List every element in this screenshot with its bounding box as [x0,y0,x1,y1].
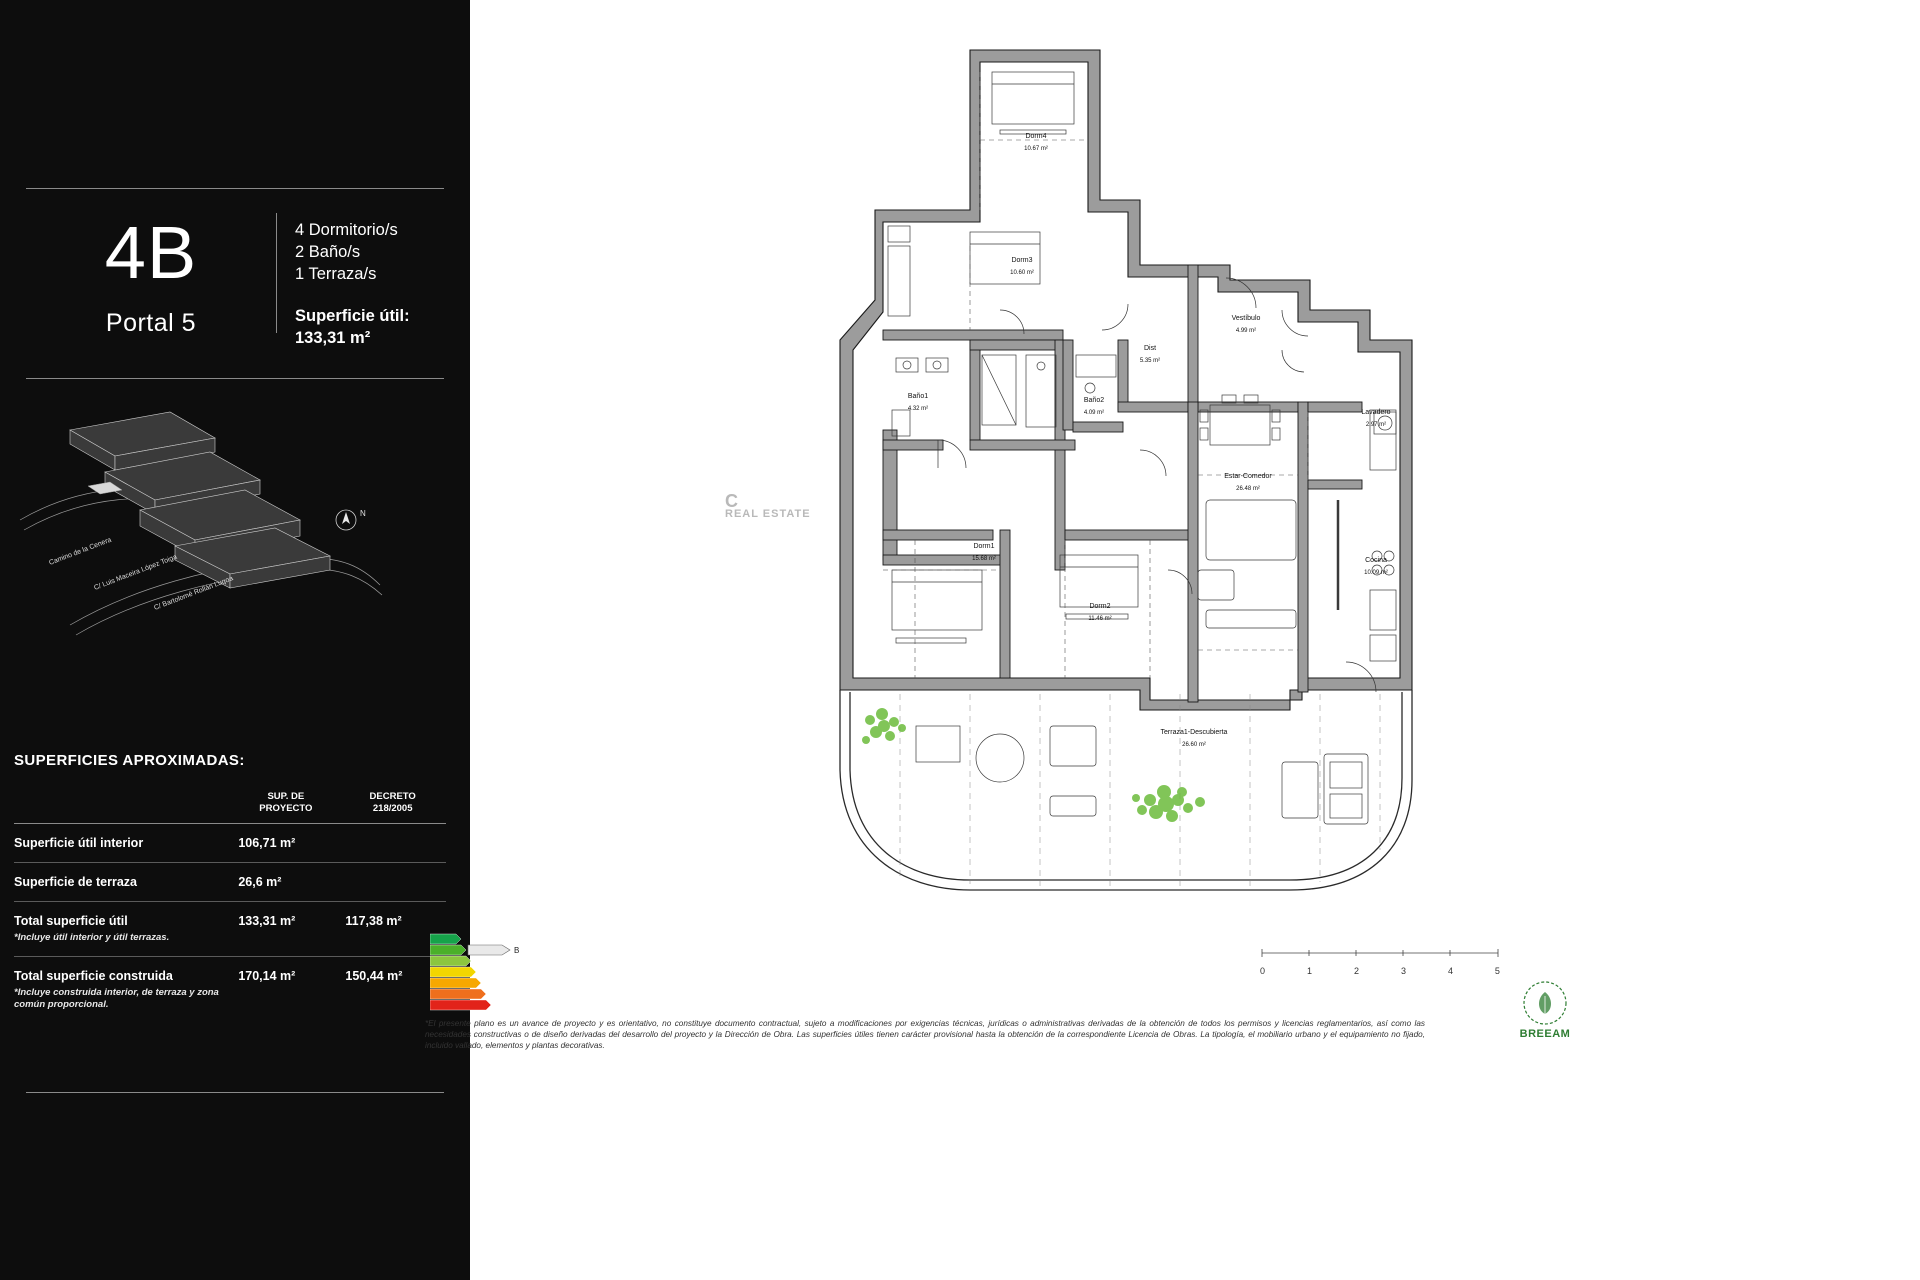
room-area: 26.48 m² [1236,486,1260,492]
room-label: Baño1 [907,393,929,400]
room-area: 4.32 m² [907,406,929,412]
room-area: 5.35 m² [1139,358,1161,364]
useful-surface-label: Superficie útil: [295,307,410,325]
spec-terraces: 1 Terraza/s [295,265,377,283]
room-label: Dorm3 [1011,257,1033,264]
row-decreto: 117,38 m² [339,902,446,957]
energy-rating-label [430,930,560,1020]
energy-rating-letter: B [514,946,520,955]
scale-tick: 1 [1306,966,1312,976]
row-proyecto: 133,31 m² [232,902,339,957]
room-label: Baño2 [1083,397,1105,404]
room-area: 10.67 m² [1024,146,1048,152]
spec-bedrooms: 4 Dormitorio/s [295,221,398,239]
row-decreto [339,863,446,902]
table-row [14,863,446,902]
scale-tick: 0 [1260,966,1266,976]
row-label: Superficie útil interior [14,824,232,863]
room-label: Dorm4 [1025,133,1047,140]
watermark [725,491,811,521]
room-area: 2.97 m² [1365,422,1387,428]
unit-portal: Portal 5 [105,309,197,337]
watermark-logo: C [725,491,740,511]
north-arrow-icon [336,509,366,530]
room-label: Cocina [1365,557,1387,564]
table-header-row [14,790,446,824]
divider-bottom [26,1092,444,1093]
scale-tick: 5 [1494,966,1500,976]
info-sidebar [0,0,470,1280]
room-label: Vestíbulo [1231,315,1261,322]
scale-bar [1260,945,1500,976]
row-label: Total superficie construida [14,969,173,983]
unit-code: 4B [104,211,198,294]
site-massing-illustration [10,390,460,660]
table-row [14,824,446,863]
room-area: 10.60 m² [1010,270,1034,276]
room-area: 26.60 m² [1182,742,1206,748]
unit-specs [295,205,410,365]
room-area: 4.09 m² [1083,410,1105,416]
street-label-2: C/ Luis Maceira López Toiga [93,553,179,592]
table-row [14,957,446,1024]
room-label: Terraza1-Descubierta [1160,729,1228,736]
row-proyecto: 170,14 m² [238,969,296,983]
surfaces-title: SUPERFICIES APROXIMADAS: [14,752,245,769]
header-blank [14,790,232,824]
row-proyecto: 106,71 m² [232,824,339,863]
row-decreto [339,824,446,863]
room-area: 15.68 m² [972,556,996,562]
room-label: Estar-Comedor [1224,473,1272,480]
header-decreto: DECRETO 218/2005 [339,790,446,824]
row-note: *Incluye útil interior y útil terrazas. [14,932,170,943]
scale-tick: 2 [1353,966,1359,976]
vertical-divider [276,213,277,333]
unit-identity [26,205,276,365]
row-label-group [14,902,232,957]
breeam-label: BREEAM [1519,1028,1571,1040]
divider-top [26,188,444,189]
unit-header [26,205,446,365]
spec-bathrooms: 2 Baño/s [295,243,361,261]
room-area: 11.46 m² [1088,616,1112,622]
floorplan-drawing [670,10,1470,935]
room-label: Dorm2 [1089,603,1111,610]
row-label-group [14,957,232,1024]
row-proyecto: 26,6 m² [232,863,339,902]
room-area: 10.09 m² [1364,570,1388,576]
disclaimer-text: *El presente plano es un avance de proyecto y es orientativo, no constituye documento contractual, sujeto a modificaciones por exigencias técnicas, jurídicas o administrativas derivadas de la obtención de todos los permisos y licencias reglamentarios, así como las necesidades constructivas o de diseño derivadas del desarrollo del proyecto y la Dirección de Obra. Las superficies útiles tienen carácter provisional hasta la obtención de la correspondiente Licencia de Obras. La tipología, el mobiliario urbano y el equipamiento no fijado, incluido vallado, elementos y plantas decorativas. [425,1019,1425,1050]
header-proyecto: SUP. DE PROYECTO [232,790,339,824]
room-label: Lavadero [1361,409,1391,416]
scale-tick: 3 [1400,966,1406,976]
divider-middle [26,378,444,379]
surfaces-table [14,790,446,1023]
scale-tick-labels [1260,966,1500,976]
room-label: Dorm1 [973,543,995,550]
room-label: Dist [1143,345,1157,352]
watermark-text: REAL ESTATE [725,508,811,520]
svg-text:N: N [360,509,366,518]
floorplan-panel [425,0,1920,1280]
useful-surface-value: 133,31 m² [295,329,371,347]
breeam-badge [1495,980,1595,1040]
row-label: Total superficie útil [14,914,128,928]
row-decreto: 150,44 m² [345,969,403,983]
row-note: *Incluye construida interior, de terraza y zona común proporcional. [14,987,219,1010]
table-row [14,902,446,957]
scale-tick: 4 [1447,966,1453,976]
room-area: 4.99 m² [1235,328,1257,334]
street-label-3: C/ Bartolomé Rollán Luqoa [153,575,235,612]
street-label-1: Camino de la Cenera [48,536,113,567]
row-label: Superficie de terraza [14,863,232,902]
